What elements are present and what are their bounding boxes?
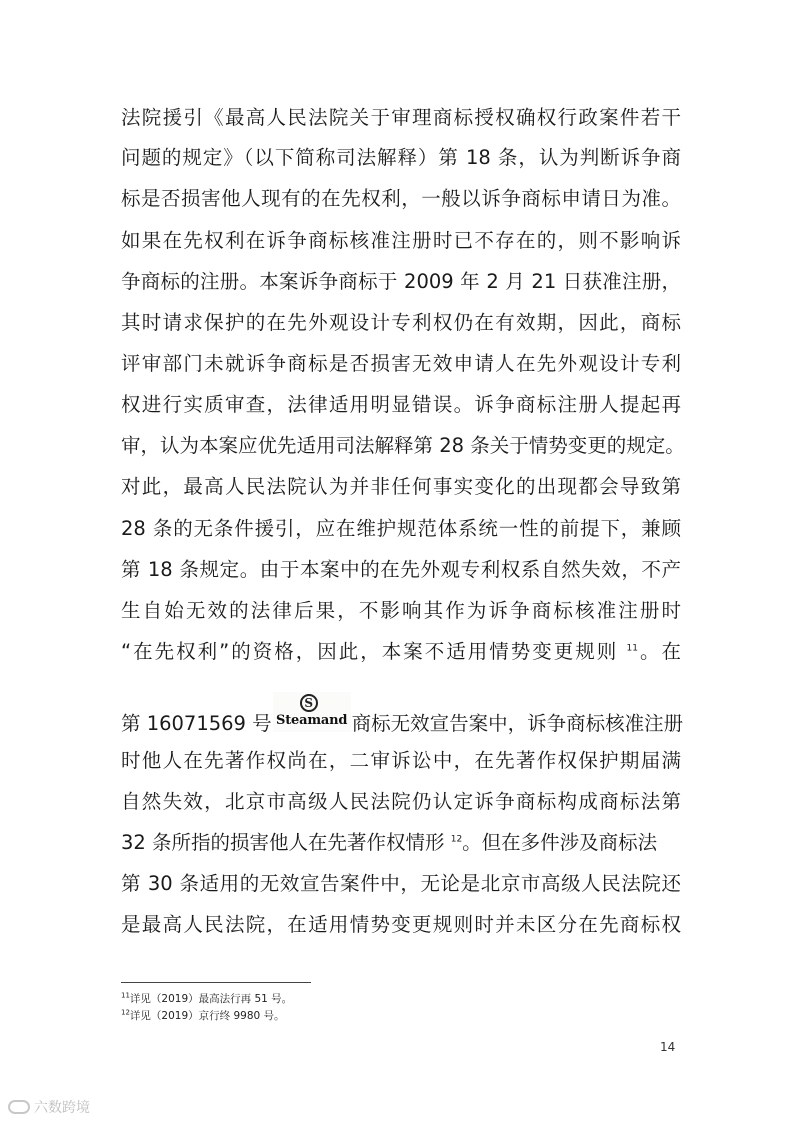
body-text: 商标无效宣告案中，诉争商标核准注册 (351, 712, 684, 735)
body-line: 评审部门未就诉争商标是否损害无效申请人在先外观设计专利 (121, 352, 681, 375)
logo-word: Steamand (276, 713, 348, 728)
footnote-ref-11[interactable]: 11 (626, 643, 638, 654)
body-text: “在先权利”的资格，因此，本案不适用情势变更规则 (121, 640, 619, 663)
footnote-12 (121, 1010, 285, 1023)
body-line: 争商标的注册。本案诉争商标于 2009 年 2 月 21 日获准注册， (121, 270, 681, 293)
body-line: 审，认为本案应优先适用司法解释第 28 条关于情势变更的规定。 (121, 434, 685, 457)
page-number: 14 (660, 1040, 676, 1054)
body-line: 28 条的无条件援引，应在维护规范体系统一性的前提下，兼顾 (121, 517, 681, 540)
body-line-footnote-ref (121, 831, 681, 855)
footnote-number: 11 (121, 991, 130, 1000)
body-text: 。在 (637, 640, 681, 663)
body-line: 法院援引《最高人民法院关于审理商标授权确权行政案件若干 (121, 106, 681, 129)
body-line: 第 18 条规定。由于本案中的在先外观专利权系自然失效，不产 (121, 558, 681, 581)
body-line: 问题的规定》（以下简称司法解释）第 18 条，认为判断诉争商 (121, 146, 681, 169)
body-line: 对此，最高人民法院认为并非任何事实变化的出现都会导致第 (121, 475, 681, 498)
logo-mark: S (300, 694, 318, 712)
watermark (8, 1097, 90, 1117)
body-line: 自然失效，北京市高级人民法院仍认定诉争商标构成商标法第 (121, 790, 681, 813)
body-line-footnote-ref (121, 640, 681, 664)
footnote-11 (121, 993, 292, 1006)
body-line: 权进行实质审查，法律适用明显错误。诉争商标注册人提起再 (121, 393, 681, 416)
footnote-ref-12[interactable]: 12 (450, 834, 463, 845)
body-line-with-logo (121, 692, 684, 736)
watermark-text: 六数跨境 (34, 1100, 90, 1116)
watermark-logo-icon (8, 1100, 30, 1114)
body-line: 时他人在先著作权尚在，二审诉讼中，在先著作权保护期届满 (121, 749, 681, 772)
body-line: 第 30 条适用的无效宣告案件中，无论是北京市高级人民法院还 (121, 872, 681, 895)
body-line: 标是否损害他人现有的在先权利，一般以诉争商标申请日为准。 (121, 187, 681, 210)
footnote-text: 详见（2019）最高法行再 51 号。 (129, 993, 293, 1005)
footnote-number: 12 (121, 1008, 130, 1017)
body-line: 其时请求保护的在先外观设计专利权仍在有效期，因此，商标 (121, 311, 681, 334)
body-line: 如果在先权利在诉争商标核准注册时已不存在的，则不影响诉 (121, 229, 681, 252)
footnote-divider (121, 982, 311, 983)
body-line: 是最高人民法院，在适用情势变更规则时并未区分在先商标权 (121, 913, 681, 936)
footnote-text: 详见（2019）京行终 9980 号。 (129, 1010, 285, 1022)
body-line: 生自始无效的法律后果，不影响其作为诉争商标核准注册时 (121, 599, 681, 622)
steamand-trademark-logo (273, 692, 351, 732)
body-text: 第 16071569 号 (121, 712, 272, 735)
body-text: 32 条所指的损害他人在先著作权情形 (121, 831, 445, 854)
body-text: 。但在多件涉及商标法 (462, 831, 658, 854)
